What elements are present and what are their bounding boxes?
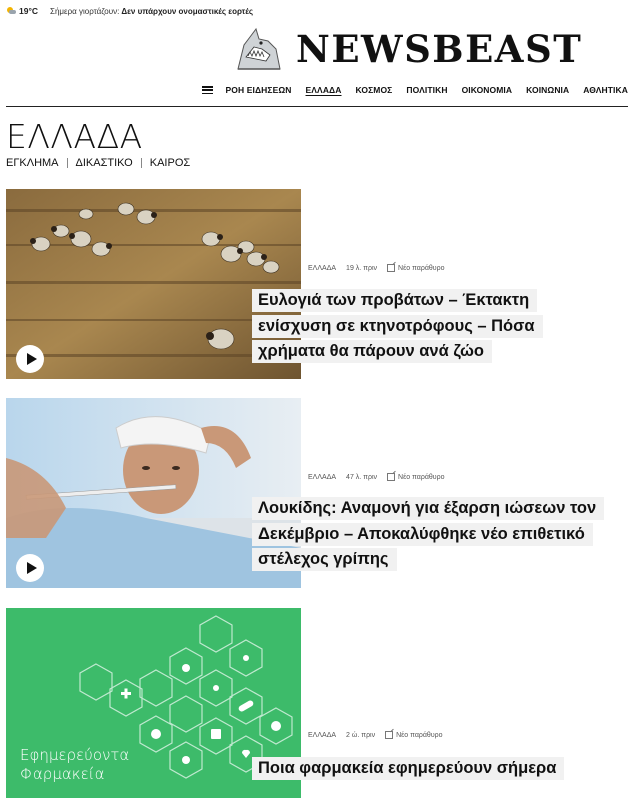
nameday-value[interactable]: Δεν υπάρχουν ονομαστικές εορτές <box>121 6 254 16</box>
nav-item-politiki[interactable]: ΠΟΛΙΤΙΚΗ <box>406 85 448 95</box>
shark-logo-icon <box>232 27 282 71</box>
nav-item-kosmos[interactable]: ΚΟΣΜΟΣ <box>355 85 393 95</box>
image-caption: Εφημερεύοντα Φαρμακεία <box>20 746 130 783</box>
new-window-icon[interactable] <box>387 264 395 272</box>
article-time: 19 λ. πριν <box>346 264 378 272</box>
article-category[interactable]: ΕΛΛΑΔΑ <box>308 473 337 481</box>
nav-item-ellada[interactable]: ΕΛΛΑΔΑ <box>305 85 342 95</box>
article-headline[interactable] <box>252 496 597 573</box>
play-icon <box>27 562 37 574</box>
header-divider <box>6 106 628 107</box>
new-window-icon[interactable] <box>385 731 393 739</box>
headline-text[interactable]: Ποια φαρμακεία εφημερεύουν σήμερα <box>252 757 564 780</box>
article-meta <box>308 264 444 272</box>
subnav-separator <box>67 158 68 168</box>
temperature: 19°C <box>19 6 38 16</box>
article-meta <box>308 473 444 481</box>
article-meta <box>308 731 443 739</box>
top-info-bar <box>6 4 253 18</box>
article-headline[interactable] <box>252 288 597 365</box>
article-time: 2 ώ. πριν <box>346 731 376 739</box>
subnav-item-kairos[interactable]: ΚΑΙΡΟΣ <box>149 157 191 169</box>
section-subnav <box>6 157 190 169</box>
subnav-item-egklima[interactable]: ΕΓΚΛΗΜΑ <box>6 157 59 169</box>
nav-item-athlitika[interactable]: ΑΘΛΗΤΙΚΑ <box>583 85 628 95</box>
article-card[interactable] <box>6 608 628 798</box>
new-window-icon[interactable] <box>387 473 395 481</box>
nameday-label: Σήμερα γιορτάζουν: <box>50 6 120 16</box>
play-video-button[interactable] <box>16 554 44 582</box>
article-headline[interactable] <box>252 756 597 782</box>
nav-item-oikonomia[interactable]: ΟΙΚΟΝΟΜΙΑ <box>461 85 513 95</box>
new-window-label[interactable]: Νέο παράθυρο <box>398 264 445 272</box>
new-window-label[interactable]: Νέο παράθυρο <box>398 473 445 481</box>
site-logo[interactable] <box>232 26 592 72</box>
main-nav <box>0 80 633 100</box>
article-category[interactable]: ΕΛΛΑΔΑ <box>308 731 337 739</box>
nav-item-koinonia[interactable]: ΚΟΙΝΩΝΙΑ <box>526 85 570 95</box>
subnav-separator <box>141 158 142 168</box>
brand-name: NEWSBEAST <box>296 27 583 71</box>
headline-text[interactable]: Λουκίδης: Αναμονή για έξαρση ιώσεων τον Δεκέμβριο – Αποκαλύφθηκε νέο επιθετικό στέλεχος γρίπης <box>252 497 604 571</box>
headline-text[interactable]: Ευλογιά των προβάτων – Έκτακτη ενίσχυση σε κτηνοτρόφους – Πόσα χρήματα θα πάρουν ανά ζώο <box>252 289 543 363</box>
menu-icon[interactable] <box>202 86 213 94</box>
article-time: 47 λ. πριν <box>346 473 378 481</box>
article-card[interactable] <box>6 189 628 379</box>
page-title: ΕΛΛΑΔΑ <box>6 117 143 156</box>
new-window-label[interactable]: Νέο παράθυρο <box>396 731 443 739</box>
play-icon <box>27 353 37 365</box>
play-video-button[interactable] <box>16 345 44 373</box>
article-category[interactable]: ΕΛΛΑΔΑ <box>308 264 337 272</box>
nav-item-roi-eidiseon[interactable]: ΡΟΗ ΕΙΔΗΣΕΩΝ <box>225 85 292 95</box>
article-card[interactable] <box>6 398 628 588</box>
weather-icon <box>6 6 16 16</box>
subnav-item-dikastiko[interactable]: ΔΙΚΑΣΤΙΚΟ <box>75 157 133 169</box>
